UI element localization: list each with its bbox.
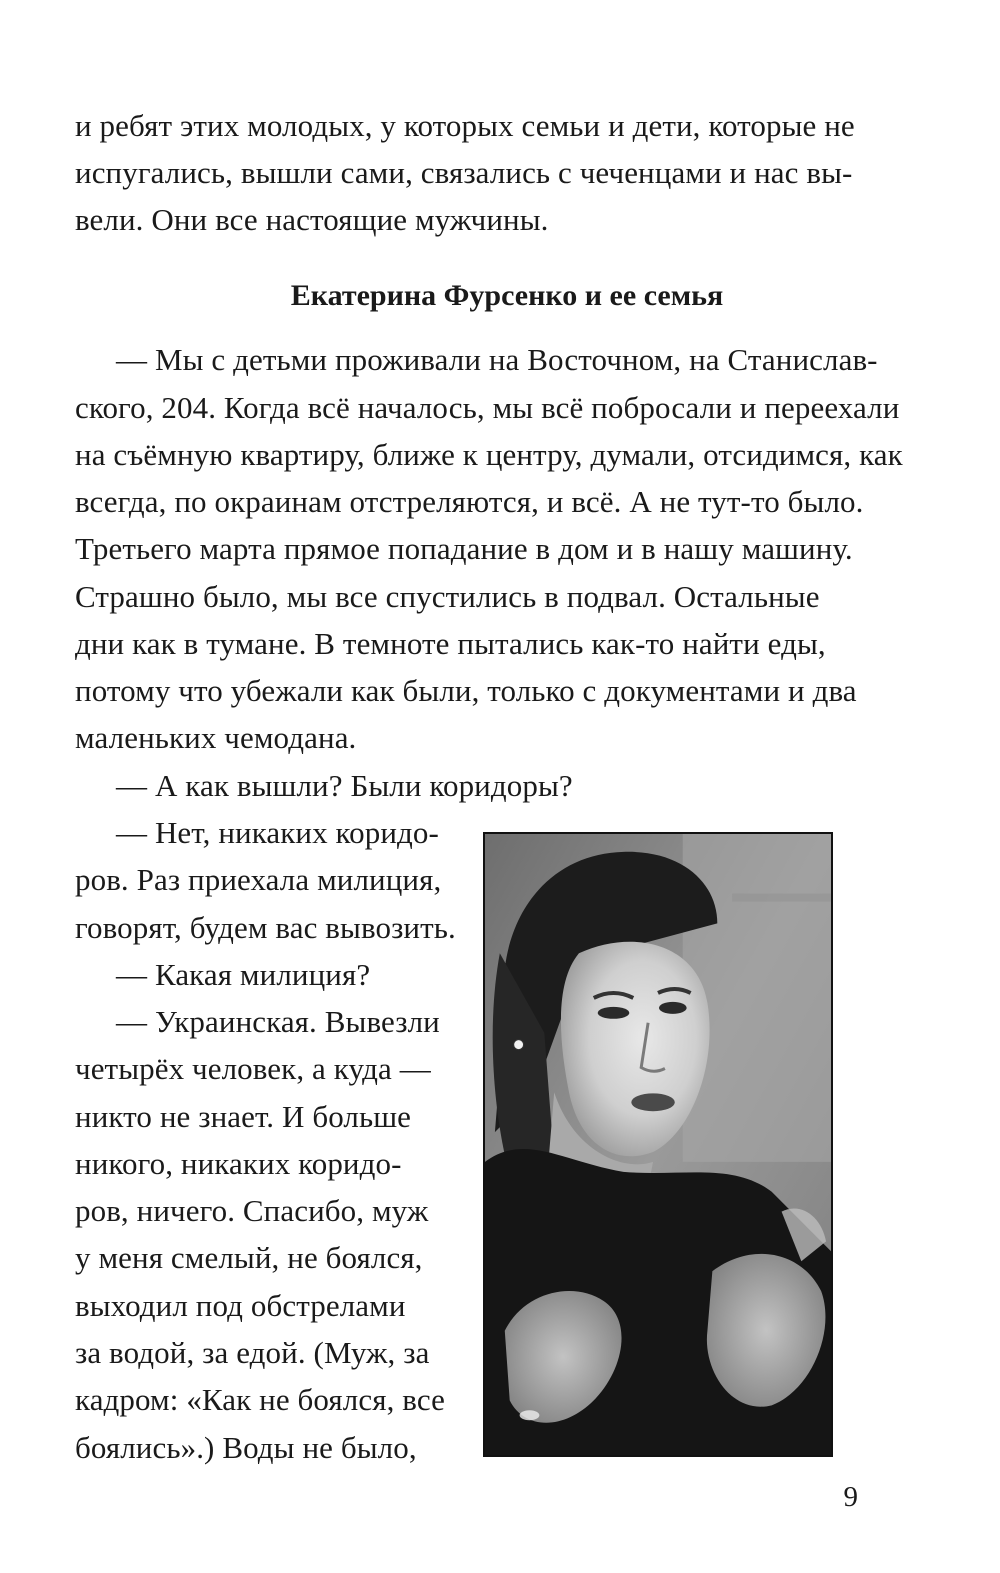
section-heading: Екатерина Фурсенко и ее семья	[290, 279, 724, 312]
narrow-line: говорят, будем вас вывозить.	[75, 910, 456, 945]
portrait-image	[485, 834, 831, 1455]
narrow-line: никто не знает. И больше	[75, 1099, 412, 1134]
body-line: ского, 204. Когда всё началось, мы всё побросали и переехали	[75, 390, 900, 425]
body-line: на съёмную квартиру, ближе к центру, думали, отсидимся, как	[75, 437, 903, 472]
narrow-line: — Нет, никаких коридо-	[116, 815, 439, 850]
narrow-line: за водой, за едой. (Муж, за	[75, 1335, 430, 1370]
narrow-line: выходил под обстрелами	[75, 1288, 406, 1323]
narrow-line: ров. Раз приехала милиция,	[75, 862, 442, 897]
page-number: 9	[843, 1481, 858, 1513]
body-line: дни как в тумане. В темноте пытались как-то найти еды,	[75, 626, 826, 661]
narrow-line: у меня смелый, не боялся,	[75, 1240, 423, 1275]
body-line: маленьких чемодана.	[75, 720, 357, 755]
portrait-photo	[483, 832, 833, 1457]
narrow-line: никого, никаких коридо-	[75, 1146, 402, 1181]
body-line: потому что убежали как были, только с документами и два	[75, 673, 857, 708]
narrow-line: ров, ничего. Спасибо, муж	[75, 1193, 429, 1228]
narrow-line: четырёх человек, а куда —	[75, 1051, 431, 1086]
narrow-line: — Какая милиция?	[116, 957, 371, 992]
body-line: Страшно было, мы все спустились в подвал. Остальные	[75, 579, 820, 614]
body-line: — Мы с детьми проживали на Восточном, на Станислав-	[116, 342, 878, 377]
intro-line: и ребят этих молодых, у которых семьи и дети, которые не	[75, 108, 855, 143]
narrow-line: кадром: «Как не боялся, все	[75, 1382, 445, 1417]
intro-line: вели. Они все настоящие мужчины.	[75, 202, 549, 237]
body-line: Третьего марта прямое попадание в дом и в нашу машину.	[75, 531, 853, 566]
body-line: — А как вышли? Были коридоры?	[116, 768, 573, 803]
narrow-line: боялись».) Воды не было,	[75, 1430, 417, 1465]
body-line: всегда, по окраинам отстреляются, и всё. А не тут-то было.	[75, 484, 864, 519]
intro-line: испугались, вышли сами, связались с чеченцами и нас вы-	[75, 155, 853, 190]
narrow-line: — Украинская. Вывезли	[116, 1004, 440, 1039]
